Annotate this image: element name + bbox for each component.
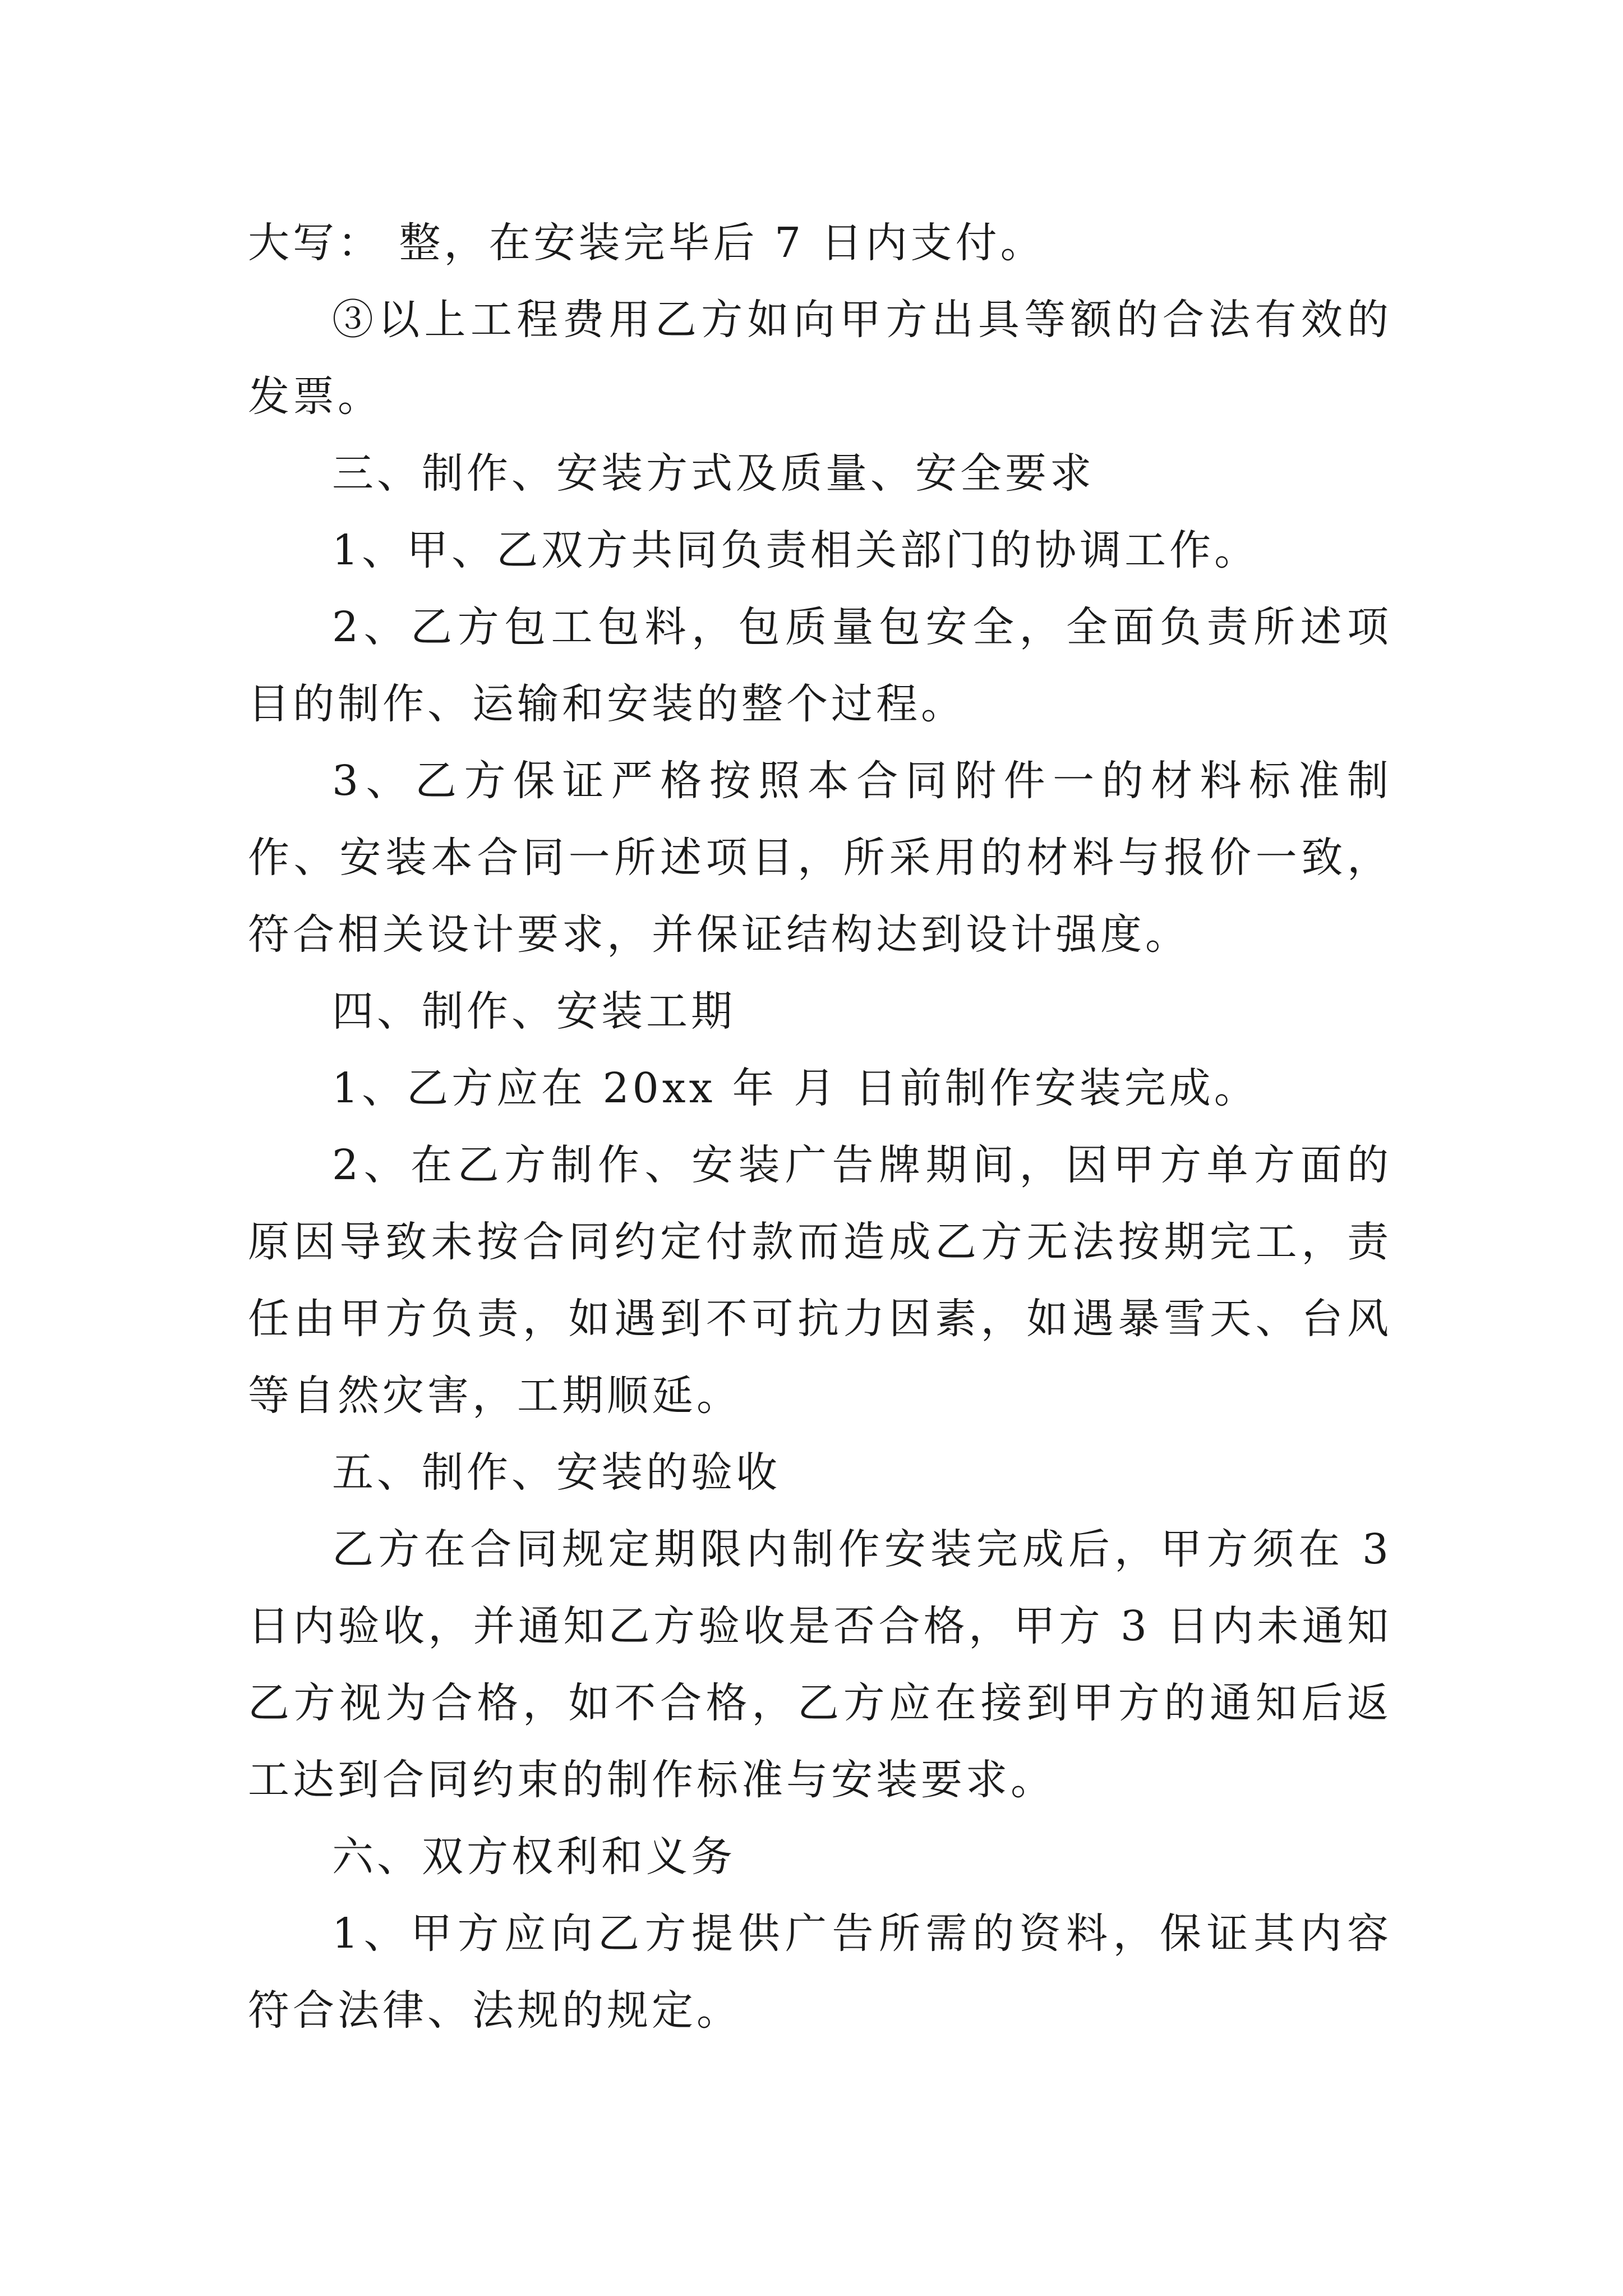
paragraph-contractor-responsibility: 2、乙方包工包料，包质量包安全，全面负责所述项目的制作、运输和安装的整个过程。 xyxy=(248,603,1392,728)
section-heading-acceptance: 五、制作、安装的验收 xyxy=(332,1448,781,1497)
paragraph-coordination: 1、甲、乙双方共同负责相关部门的协调工作。 xyxy=(332,526,1260,574)
paragraph-payment-amount: 大写： 整，在安装完毕后 7 日内支付。 xyxy=(248,219,1045,267)
section-heading-schedule: 四、制作、安装工期 xyxy=(332,987,736,1036)
section-heading-rights-obligations: 六、双方权利和义务 xyxy=(332,1833,736,1881)
paragraph-acceptance: 乙方在合同规定期限内制作安装完成后，甲方须在 3 日内验收，并通知乙方验收是否合格，甲方 3 日内未通知乙方视为合格，如不合格，乙方应在接到甲方的通知后返工达到合同约束的制作标准与安装要求。 xyxy=(248,1525,1392,1804)
paragraph-completion-date: 1、乙方应在 20xx 年 月 日前制作安装完成。 xyxy=(332,1064,1259,1112)
paragraph-delay-responsibility: 2、在乙方制作、安装广告牌期间，因甲方单方面的原因导致未按合同约定付款而造成乙方无法按期完工，责任由甲方负责，如遇到不可抗力因素，如遇暴雪天、台风等自然灾害，工期顺延。 xyxy=(248,1141,1392,1420)
paragraph-party-a-materials: 1、甲方应向乙方提供广告所需的资料，保证其内容符合法律、法规的规定。 xyxy=(248,1910,1392,2035)
section-heading-quality-safety: 三、制作、安装方式及质量、安全要求 xyxy=(332,449,1095,498)
contract-body xyxy=(248,205,1392,2049)
paragraph-invoice: ③以上工程费用乙方如向甲方出具等额的合法有效的发票。 xyxy=(248,296,1392,421)
paragraph-material-standard: 3、乙方保证严格按照本合同附件一的材料标准制作、安装本合同一所述项目，所采用的材料与报价一致，符合相关设计要求，并保证结构达到设计强度。 xyxy=(248,757,1392,959)
